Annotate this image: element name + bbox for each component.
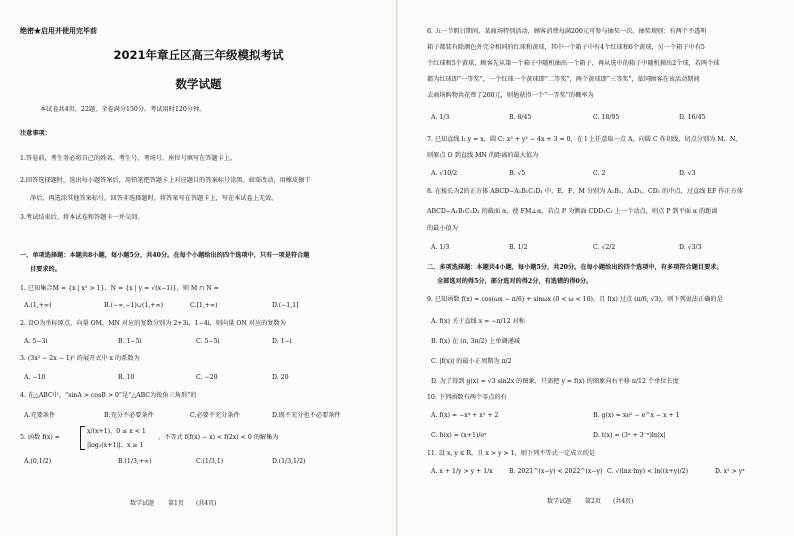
- notice-3: 3.考试结束后，将本试卷和答题卡一并交回。: [20, 214, 144, 221]
- q9-option-d: D. 为了得到 g(x) = √3 sin2x 的图象，只需把 y = f(x) 的图象向右平移 π/12 个单位长度: [431, 378, 679, 385]
- q4-option-b: B.充分不必要条件: [104, 412, 154, 419]
- question-6-line1: 6. 五一节假日期间，某商场特别活动，顾客消费每满200元可参与抽奖一次。抽奖规则：有两个不透明: [427, 28, 707, 35]
- footer-subject: 数学试题: [547, 498, 572, 505]
- exam-intro: 本试卷共4页，22题，全卷满分150分。考试用时120分钟。: [40, 106, 206, 113]
- q8-option-a: A. 1/3: [431, 244, 450, 251]
- subject-title: 数学试题: [175, 77, 222, 91]
- q8-option-b: B. 1/2: [509, 244, 528, 251]
- q6-option-b: B. 8/45: [509, 114, 532, 121]
- q5-case-1: x/(x+1)，0 ≤ x < 1: [87, 428, 146, 435]
- footer-total: (共4页): [613, 498, 634, 505]
- q11-option-d: D. x² > yˣ: [715, 468, 745, 475]
- section-1-heading-line2: 目要求的。: [30, 266, 61, 273]
- q10-option-d: D. t(x) = (3ˣ + 3⁻ˣ)ln|x|: [593, 432, 666, 439]
- q3-option-b: B. 10: [118, 374, 135, 381]
- q7-option-c: C. 2: [593, 170, 606, 177]
- question-9: 9. 已知函数 f(x) = cos(ωx − π/6) + sinωx (0 < ω < 10)，且 f(x) 过点 (π/6, √3)，则下列说法正确的是: [427, 296, 723, 303]
- q6-option-d: D. 16/45: [679, 114, 706, 121]
- question-6-line2: 箱子都装有除颜色外完全相同的红球和黄球，其中一个箱子中有4个红球和6个黄球，另一个箱子中有5: [427, 44, 705, 51]
- q10-option-b: B. g(x) = xe² − e^x − x + 1: [593, 412, 680, 419]
- q5-option-b: B.(1/3,+∞): [118, 458, 152, 465]
- q6-option-c: C. 18/95: [593, 114, 620, 121]
- q3-option-d: D. 20: [272, 374, 289, 381]
- question-11: 11. 设 x, y ∈ R，且 x > y > 1，则下列不等式一定成立的是: [427, 450, 595, 457]
- footer-page: 第1页: [168, 500, 184, 507]
- q10-option-a: A. f(x) = −x⁴ + x² + 2: [431, 412, 499, 419]
- q2-option-b: B. 1−5i: [118, 338, 142, 345]
- question-8-line2: ABCD−A₁B₁C₁D₁ 的截面 α，使 FM⊥α，若点 P 为侧面 CDD₁C₁ 上一个动点，则点 P 到平面 α 的距离: [427, 208, 718, 215]
- q4-option-d: D.既不充分也不必要条件: [272, 412, 341, 419]
- question-5-prefix: 5. 函数 f(x) =: [20, 434, 60, 441]
- q7-option-d: D. √3: [679, 170, 696, 177]
- q6-option-a: A. 1/3: [431, 114, 450, 121]
- question-5-suffix: ，不等式 f(f(x) − x) < f(2x) < 0 的解集为: [158, 434, 279, 441]
- q11-option-c: C. √(lnx·lny) < ln((x+y)/2): [607, 468, 689, 475]
- notice-heading: 注意事项：: [20, 130, 51, 137]
- q4-option-c: C.必要不充分条件: [190, 412, 240, 419]
- notice-1: 1.答卷前，考生务必将自己的姓名、考生号、考场号、座位号填写在答题卡上。: [20, 155, 237, 162]
- q9-option-a: A. f(x) 关于直线 x = −π/12 对称: [431, 318, 525, 325]
- q11-option-a: A. x + 1/y > y + 1/x: [431, 468, 493, 475]
- question-8-line1: 8. 在棱长为2的正方体 ABCD−A₁B₁C₁D₁ 中，E，F，M 分别为 A₁B₁，A₁D₁，CD₁ 的中点，过直线 EF 作正方体: [427, 188, 743, 195]
- q3-option-c: C. −20: [196, 374, 218, 381]
- q9-option-c: C. |f(x)| 的最小正周期为 π/2: [431, 358, 512, 365]
- q5-case-2: |log₂(x+1)|，x ≥ 1: [87, 442, 144, 449]
- q1-option-b: B.(−∞,−1)∪(1,+∞): [104, 302, 164, 309]
- question-8-line3: 的最小值为: [427, 225, 458, 232]
- q2-option-c: C. 5−5i: [196, 338, 220, 345]
- footer-total: (共4页): [196, 500, 217, 507]
- section-2-heading-line2: 全部选对的得5分，部分选对的得2分，有选错的得0分。: [437, 278, 593, 285]
- notice-2-line1: 2.回答选择题时，选出每小题答案后，用铅笔把答题卡上对应题目的答案标号涂黑。如需改动，用橡皮擦干: [20, 177, 311, 184]
- q5-option-c: C.(1/3,1): [196, 458, 224, 465]
- q5-option-a: A.(0,1/2): [24, 458, 52, 465]
- exam-title: 2021年章丘区高三年级模拟考试: [113, 48, 284, 62]
- q7-option-a: A. √10/2: [431, 170, 458, 177]
- q2-option-a: A. 5−3i: [24, 338, 48, 345]
- question-6-line5: 去商场购物共花费了260元，则他获得一个“一等奖”的概率为: [427, 92, 594, 99]
- q4-option-a: A.充要条件: [24, 412, 56, 419]
- q11-option-b: B. 2021^(x−y) < 2022^(x−y): [509, 468, 603, 475]
- q8-option-d: D. √3/3: [679, 244, 702, 251]
- question-6-line3: 个红球和5个黄球，顾客先从第一个箱子中随机抽出一个箱子，再从选中的箱子中随机摸出2个球，若两个球: [427, 60, 720, 67]
- q2-option-d: D. 1−i: [272, 338, 292, 345]
- q1-option-d: D.(−1,1]: [272, 302, 299, 309]
- question-2: 2. 设O为坐标原点，向量 OM、MN 对应的复数分别为 2+3i，1−4i，则向量 ON 对应的复数为: [20, 320, 286, 327]
- notice-2-line2: 净后，再选涂其他答案标号。回答非选择题时，将答案写在答题卡上，写在本试卷上无效。: [30, 195, 278, 202]
- question-7-line2: 则原点 O 到直线 MN 的距离的最大值为: [427, 152, 539, 159]
- q7-option-b: B. √5: [509, 170, 526, 177]
- footer-page: 第2页: [585, 498, 601, 505]
- q8-option-c: C. √2/2: [593, 244, 616, 251]
- q3-option-a: A. −10: [24, 374, 46, 381]
- footer-subject: 数学试题: [130, 500, 155, 507]
- piecewise-brace: [80, 426, 85, 450]
- section-1-heading-line1: 一、单项选择题：本题共8小题，每小题5分，共40分。在每个小题给出的四个选项中，只有一项是符合题: [20, 252, 310, 259]
- question-7-line1: 7. 已知直线 l: y = x，圆 C: x² + y² − 4x + 3 = 0，在 l 上任意取一点 A，向圆 C 作切线，切点分别为 M，N，: [427, 136, 742, 143]
- q1-option-c: C.[1,+∞): [190, 302, 218, 309]
- q9-option-b: B. f(x) 在 (π, 3π/2) 上单调递减: [431, 338, 520, 345]
- q5-option-d: D.(1/3,1/2): [272, 458, 306, 465]
- section-2-heading-line1: 二、多项选择题：本题共4小题，每小题5分，共20分。在每小题给出的四个选项中，有多项符合题目要求。: [427, 264, 723, 271]
- question-4: 4. 在△ABC中，“sinA > cosB > 0”是“△ABC为锐角三角形”的: [20, 392, 197, 399]
- right-page: [397, 0, 794, 536]
- question-6-line4: 都为红球即“一等奖”，一个红球一个黄球即“二等奖”，两个黄球即“三等奖”，依同顾客在该活动期间: [427, 76, 700, 83]
- question-10: 10. 下列函数有两个零点的有: [427, 394, 507, 401]
- question-3: 3. (3x² − 2x − 1)⁵ 的展开式中 x 的系数为: [20, 355, 140, 362]
- q10-option-c: C. h(x) = (x+1)/eˣ: [431, 432, 487, 439]
- confidential-mark: 绝密★启用并使用完毕前: [20, 26, 97, 35]
- question-1: 1. 已知集合M = {x | x² > 1}，N = {x | y = √(x−1)}，则 M ∩ N =: [20, 285, 219, 292]
- q1-option-a: A.(1,+∞): [24, 302, 52, 309]
